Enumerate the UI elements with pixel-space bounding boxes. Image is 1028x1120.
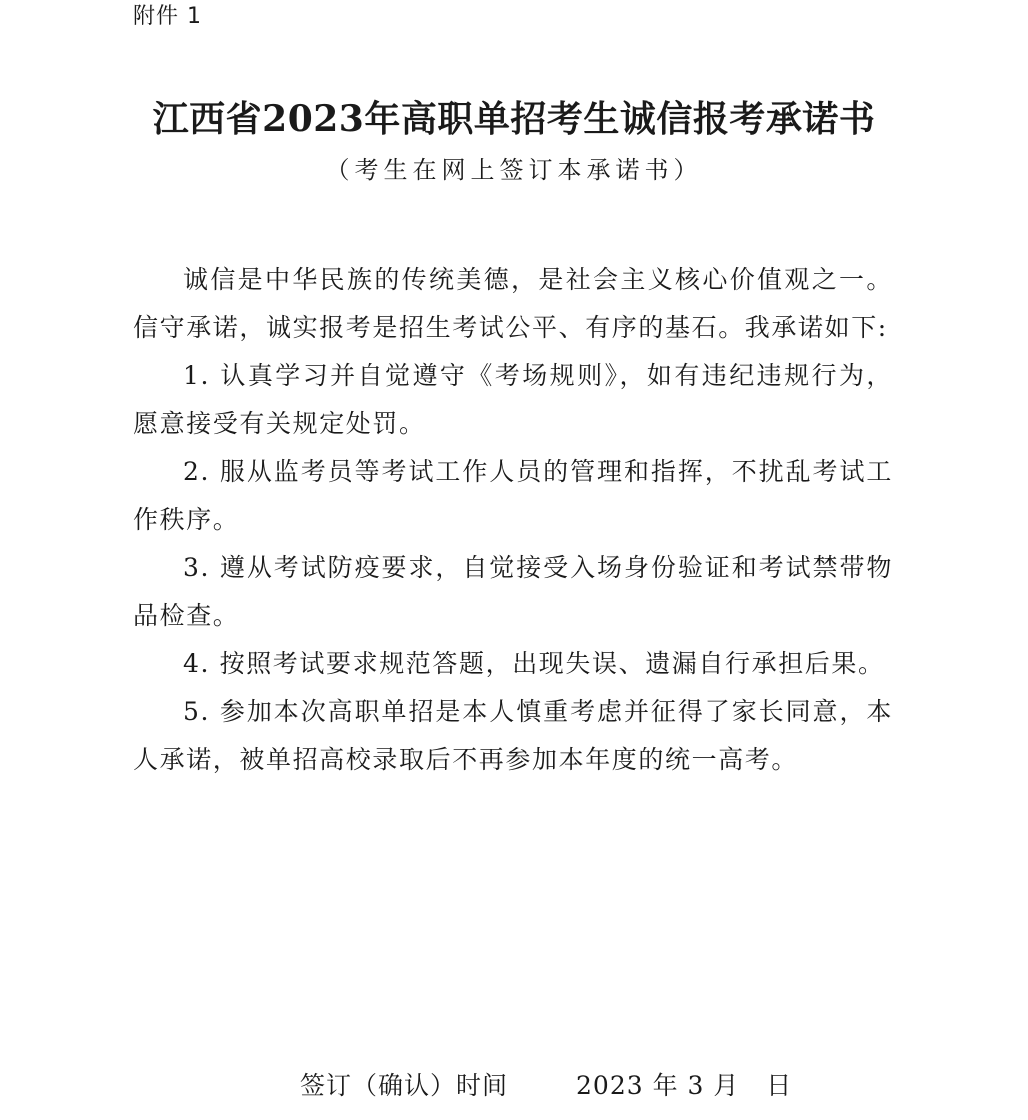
pledge-item-4: 4. 按照考试要求规范答题，出现失误、遗漏自行承担后果。 — [183, 649, 885, 678]
document-title: 江西省2023年高职单招考生诚信报考承诺书 — [152, 98, 876, 140]
document-body — [133, 256, 893, 784]
pledge-item-5: 5. 参加本次高职单招是本人慎重考虑并征得了家长同意，本人承诺，被单招高校录取后不再参加本年度的统一高考。 — [133, 697, 893, 774]
sign-date: 2023 年 3 月 日 — [576, 1071, 793, 1100]
signature-line — [300, 1066, 792, 1106]
pledge-item-2: 2. 服从监考员等考试工作人员的管理和指挥，不扰乱考试工作秩序。 — [133, 457, 893, 534]
attachment-label: 附件 1 — [133, 4, 202, 29]
pledge-item-1: 1. 认真学习并自觉遵守《考场规则》，如有违纪违规行为，愿意接受有关规定处罚。 — [133, 361, 893, 438]
sign-time-label: 签订（确认）时间 — [300, 1071, 509, 1100]
intro-paragraph: 诚信是中华民族的传统美德，是社会主义核心价值观之一。信守承诺，诚实报考是招生考试公平、有序的基石。我承诺如下: — [133, 265, 893, 342]
document-subtitle: （考生在网上签订本承诺书） — [325, 156, 703, 184]
pledge-item-3: 3. 遵从考试防疫要求，自觉接受入场身份验证和考试禁带物品检查。 — [133, 553, 893, 630]
